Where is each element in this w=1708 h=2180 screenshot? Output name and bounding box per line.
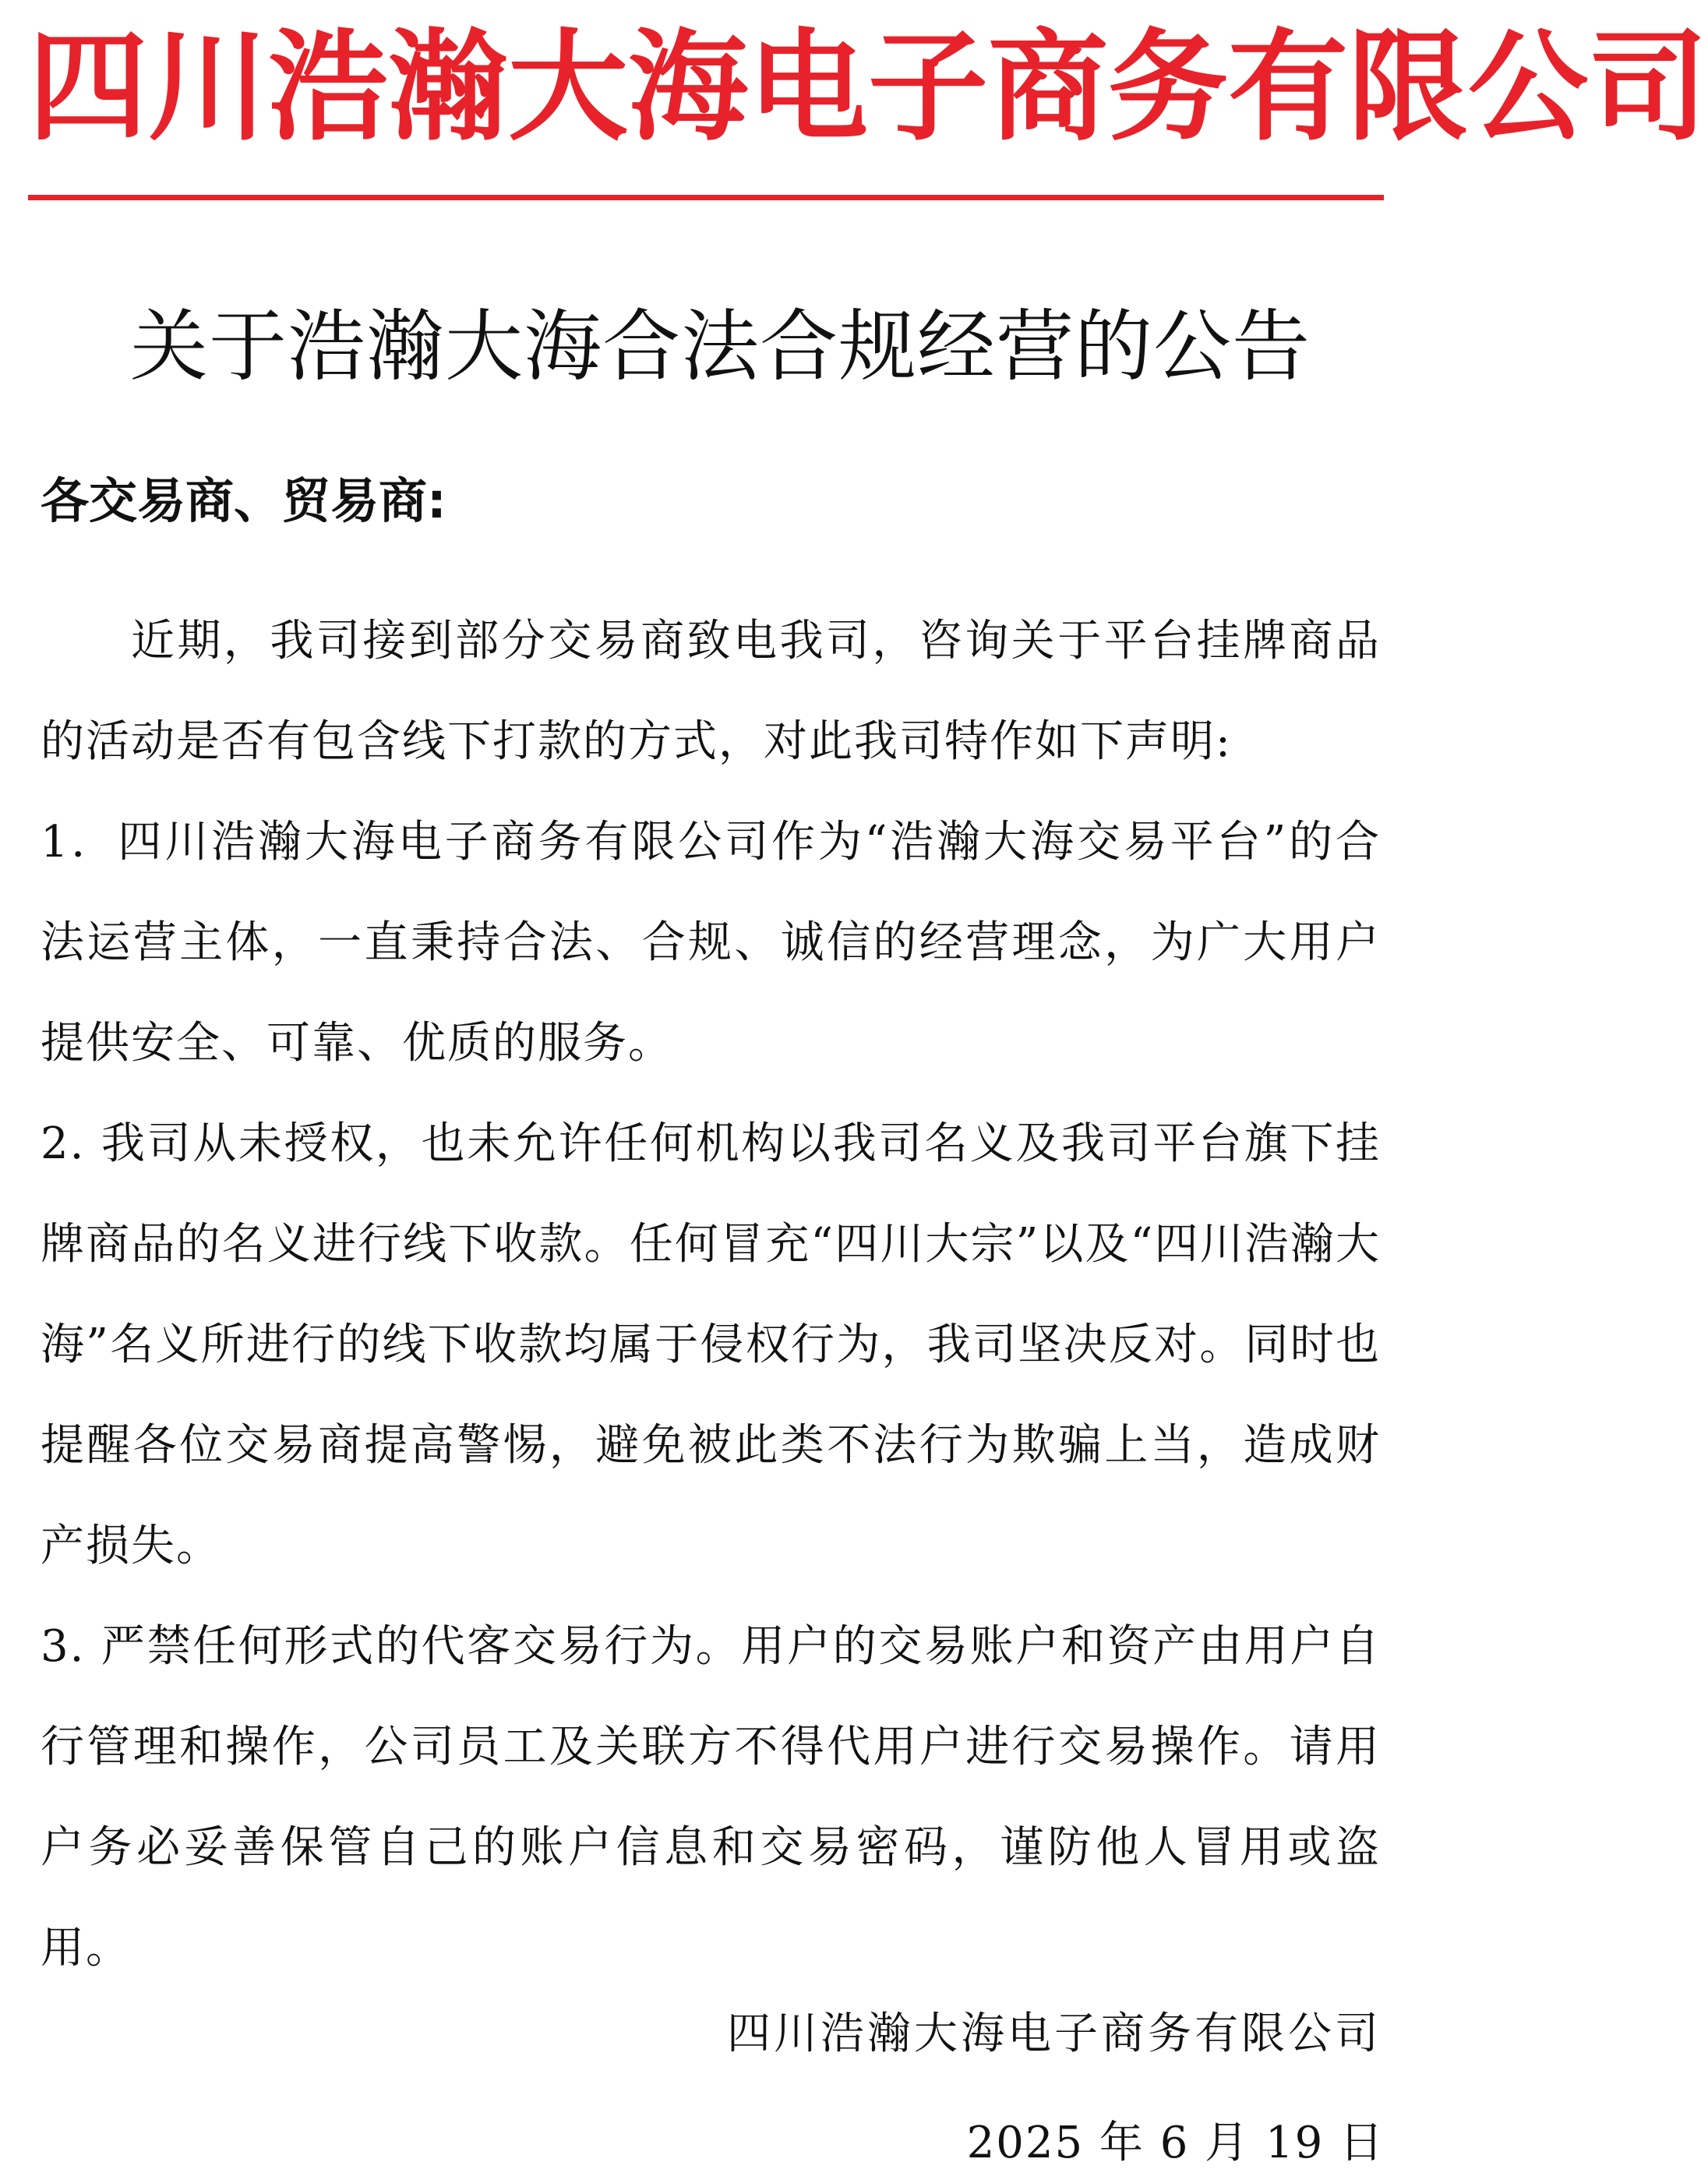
notice-body <box>41 591 1381 1998</box>
paragraph-intro: 近期，我司接到部分交易商致电我司，咨询关于平台挂牌商品的活动是否有包含线下打款的方式，对此我司特作如下声明: <box>41 616 1381 767</box>
letterhead-divider <box>28 195 1384 200</box>
letterhead-company-name: 四川浩瀚大海电子商务有限公司 <box>28 18 1708 157</box>
paragraph-item-3: 3. 严禁任何形式的代客交易行为。用户的交易账户和资产由用户自行管理和操作，公司员工及关联方不得代用户进行交易操作。请用户务必妥善保管自己的账户信息和交易密码，谨防他人冒用或盗用。 <box>41 1621 1381 1973</box>
notice-title: 关于浩瀚大海合法合规经营的公告 <box>130 301 1311 392</box>
paragraph-item-1: 1．四川浩瀚大海电子商务有限公司作为“浩瀚大海交易平台”的合法运营主体，一直秉持合法、合规、诚信的经营理念，为广大用户提供安全、可靠、优质的服务。 <box>41 817 1381 1069</box>
salutation: 各交易商、贸易商: <box>41 472 446 529</box>
signature-company: 四川浩瀚大海电子商务有限公司 <box>727 2009 1382 2059</box>
issue-date: 2025 年 6 月 19 日 <box>966 2118 1385 2168</box>
paragraph-item-2: 2. 我司从未授权，也未允许任何机构以我司名义及我司平台旗下挂牌商品的名义进行线下收款。任何冒充“四川大宗”以及“四川浩瀚大海”名义所进行的线下收款均属于侵权行为，我司坚决反对。同时也提醒各位交易商提高警惕，避免被此类不法行为欺骗上当，造成财产损失。 <box>41 1118 1381 1571</box>
